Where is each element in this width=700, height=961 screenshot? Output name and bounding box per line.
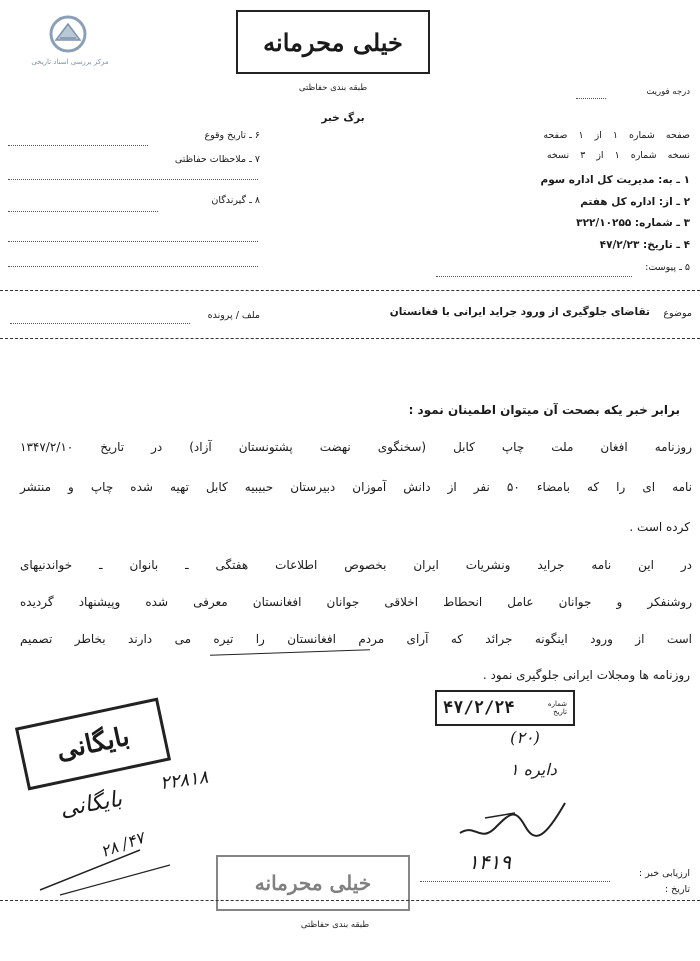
handwritten-underline (210, 649, 370, 656)
recipients-field: ۸ ـ گیرندگان (211, 195, 260, 206)
security-notes-dots (8, 178, 258, 180)
bottom-classification-stamp-text: خیلی محرمانه (254, 871, 372, 895)
registry-date: ۴۷/۲/۲۴ (443, 698, 515, 718)
recipients-dots-3 (8, 265, 258, 267)
form-title: برگ خبر (321, 112, 365, 124)
classification-stamp (236, 10, 430, 74)
bottom-category-label: طبقه بندی حفاظتی (300, 920, 370, 930)
attachment-dots (436, 275, 632, 277)
footer-dots-1 (420, 880, 610, 882)
date-field: ۴ ـ تاریخ: ۴۷/۲/۲۳ (599, 239, 690, 251)
body-line-5: در این نامه جراید ونشریات ایران بخصوص اطلاعات هفتگی ـ بانوان ـ خواندنیهای (20, 558, 692, 572)
attachment-field: ۵ ـ پیوست: (645, 262, 690, 273)
priority-label: درجه فوریت (646, 87, 690, 97)
registry-code: (۲۰) (510, 728, 540, 747)
signature-icon (455, 788, 575, 848)
archive-stamp-text: بایگانی (53, 721, 133, 767)
copy-number-field: نسخه شماره ۱ از ۳ نسخه (546, 150, 690, 161)
safe-category-label: طبقه بندی حفاظتی (298, 83, 368, 93)
body-line-7: است از ورود اینگونه جرائد که آرای مردم افغانستان را تیره می دارند بخاطر تصمیم (20, 632, 692, 646)
date-of-event-dots (8, 144, 148, 146)
file-dots (10, 322, 190, 324)
handwritten-left-number: ۲۲۸۱۸ (158, 766, 210, 795)
subject-rule (0, 338, 700, 339)
date-of-event-field: ۶ ـ تاریخ وقوع (204, 130, 260, 141)
handwritten-note: دایره ۱ (510, 760, 557, 779)
registry-number-label: شماره (547, 700, 567, 708)
classification-stamp-text: خیلی محرمانه (263, 27, 403, 57)
logo (28, 14, 108, 72)
archive-stamp (15, 698, 171, 791)
recipients-dots-1 (8, 210, 158, 212)
registry-date-label: تاریخ (553, 708, 567, 716)
header-rule (0, 290, 700, 291)
file-label: ملف / پرونده (207, 310, 260, 321)
body-line-4: کرده است . (629, 520, 690, 534)
body-line-8: روزنامه ها ومجلات ایرانی جلوگیری نمود . (482, 668, 690, 682)
handwritten-left-date: ۲۸ /۴۷ (98, 827, 147, 862)
priority-dots (576, 97, 606, 99)
logo-org-name: مرکز بررسی اسناد تاریخی (31, 58, 109, 66)
bottom-classification-stamp (216, 855, 410, 911)
page-number-field: صفحه شماره ۱ از ۱ صفحه (543, 130, 690, 141)
footer-rule (0, 900, 700, 901)
subject-text: تقاضای جلوگیری از ورود جراید ایرانی با فغانستان (389, 306, 650, 318)
archive-center-logo-icon (46, 14, 90, 54)
footer-date-label: تاریخ : (664, 884, 690, 895)
security-notes-field: ۷ ـ ملاحظات حفاظتی (174, 154, 260, 165)
from-field: ۲ ـ از: اداره کل هفتم (580, 196, 690, 208)
handwritten-left-scribble: بایگانی (58, 786, 124, 823)
to-field: ۱ ـ به: مدیریت کل اداره سوم (540, 174, 690, 186)
handwritten-number-right: ۱۴۱۹ (468, 850, 511, 874)
recipients-dots-2 (8, 240, 258, 242)
body-line-1: برابر خبر یکه بصحت آن میتوان اطمینان نمود : (408, 403, 680, 417)
body-line-6: روشنفکر و جوانان عامل انحطاط اخلاقی جوانان افغانستان معرفی شده وپیشنهاد گردیده (20, 595, 692, 609)
handwritten-strokes-icon (30, 810, 230, 900)
evaluation-label: ارزیابی خبر : (638, 868, 690, 879)
body-line-2: روزنامه افغان ملت چاپ کابل (سخنگوی نهضت پشتونستان آزاد) در تاریخ ۱۳۴۷/۲/۱۰ (20, 440, 692, 454)
registry-stamp (435, 690, 575, 726)
body-line-3: نامه ای را که بامضاء ۵۰ نفر از دانش آموزان دبیرستان حبیبیه کابل تهیه شده چاپ و منتشر (20, 480, 692, 494)
subject-label: موضوع (663, 308, 692, 319)
number-field: ۳ ـ شماره: ۳۲۲/۱۰۲۵۵ (576, 217, 690, 229)
registry-labels (548, 700, 567, 716)
